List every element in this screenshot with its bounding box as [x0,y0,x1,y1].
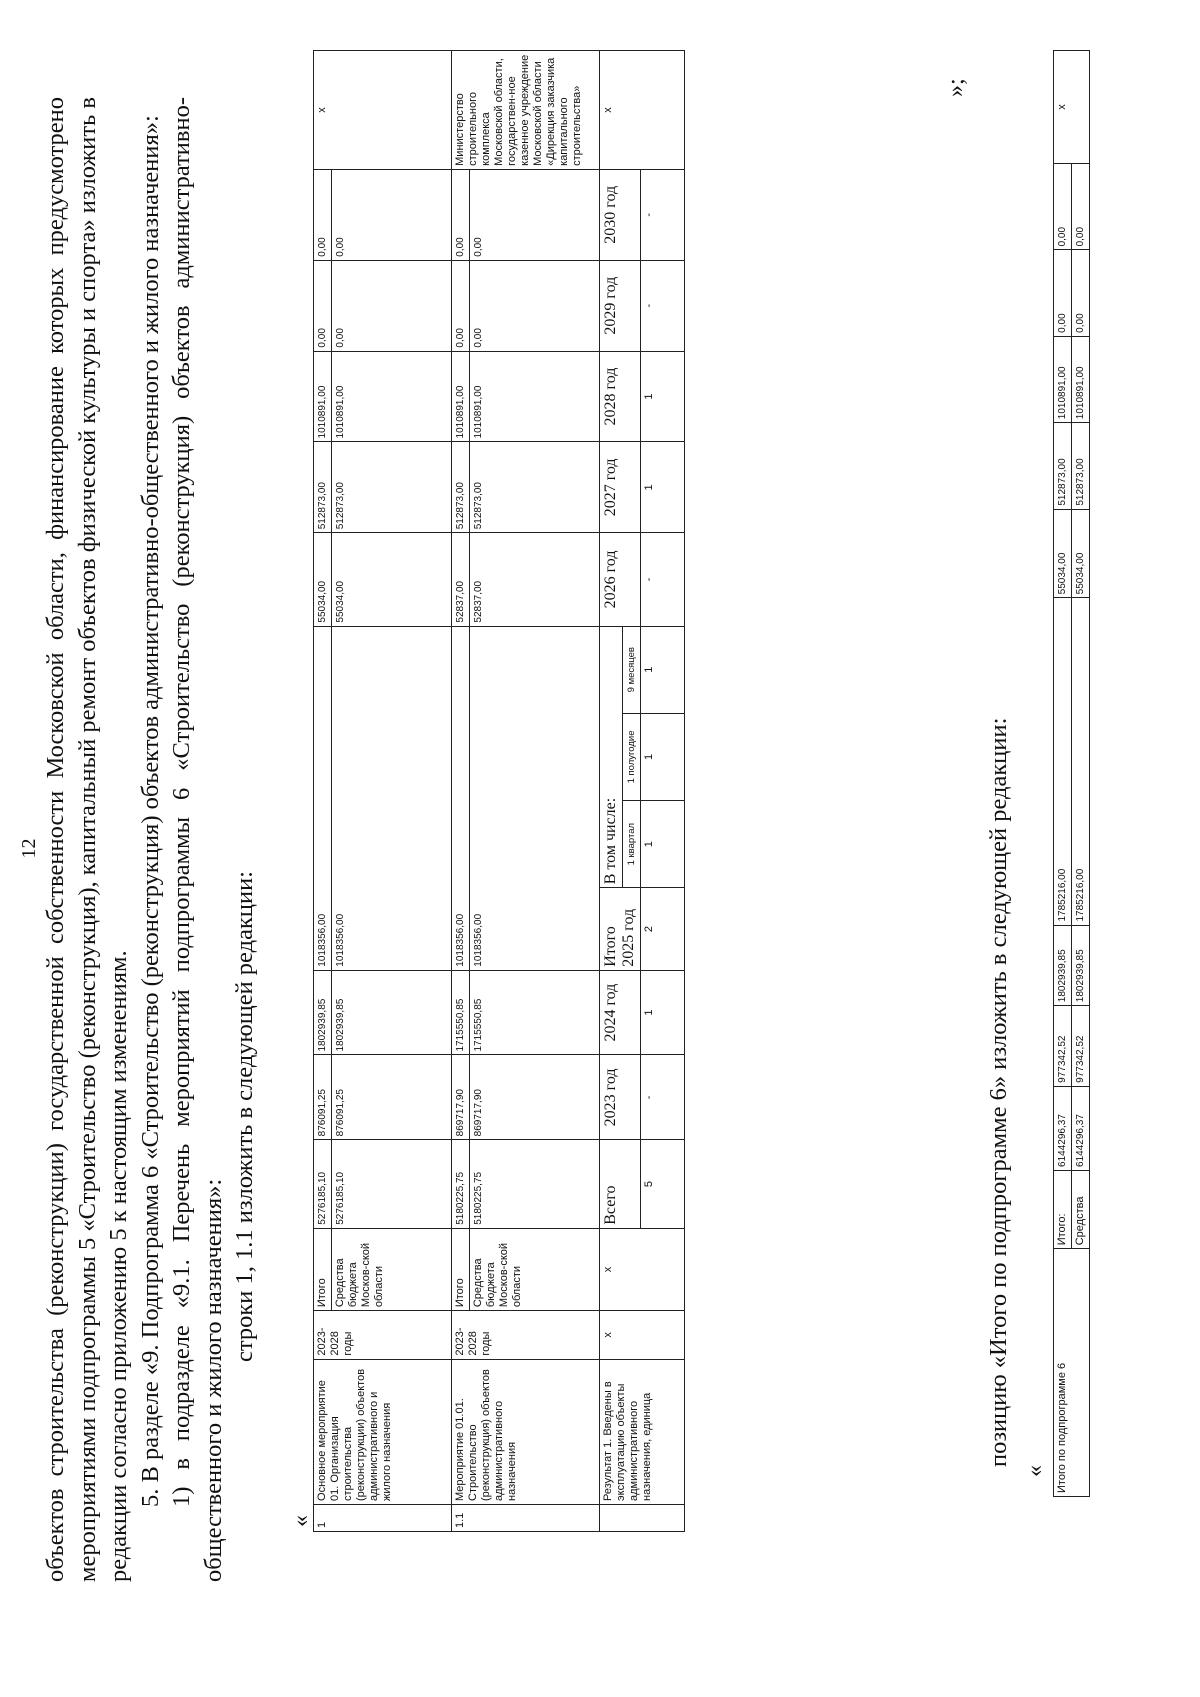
bottom-src-2023: 977342,52 [1072,1006,1090,1087]
result-val-2030: - [641,169,685,260]
row11-total-label: Итого [452,1228,470,1310]
result-num [600,1504,685,1531]
row1-executor: x [314,51,452,170]
row1-total-2029: 0,00 [314,260,332,351]
row11-years: 2023-2028 годы [452,1311,600,1359]
result-val-2026: - [641,533,685,626]
result-head-2027: 2027 год [600,442,641,533]
row1-years: 2023-2028 годы [314,1311,452,1359]
table-row-1-source [332,51,452,1532]
row1-total-2027: 512873,00 [314,442,332,533]
row11-total-2023: 869717,90 [452,1055,470,1140]
result-name: Результат 1. Введены в эксплуатацию объекты административного назначения, единица [600,1359,685,1504]
result-val-total: 5 [641,1140,685,1228]
result-val-2029: - [641,260,685,351]
result-val-2028: 1 [641,351,685,442]
bottom-total-2025: 1785216,00 [1054,598,1072,925]
result-head-2030: 2030 год [600,169,641,260]
bottom-total-2028: 1010891,00 [1054,336,1072,422]
row1-total-2024: 1802939,85 [314,970,332,1055]
result-head-2025: Итого 2025 год [600,888,641,970]
row11-src-2029: 0,00 [470,260,600,351]
row11-src-2028: 1010891,00 [470,351,600,442]
row1-src-2023: 876091,25 [332,1055,452,1140]
result-val-2027: 1 [641,442,685,533]
row1-total-2030: 0,00 [314,169,332,260]
result-val-2023: - [641,1055,685,1140]
row11-source-label: Средства бюджета Москов-ской области [470,1228,600,1310]
row1-total-label: Итого [314,1228,332,1310]
result-head-2029: 2029 год [600,260,641,351]
paragraph-p4: строки 1, 1.1 изложить в следующей редакции: [231,871,258,1362]
paragraph-p3: 1) в подразделе «9.1. Перечень мероприятий подпрограммы 6 «Строительство (реконструкция) объектов административно-общественного и жилого назначения»: [168,97,227,1582]
row1-src-2025: 1018356,00 [332,626,452,970]
paragraph-p2: 5. В разделе «9. Подпрограмма 6 «Строительство (реконструкция) объектов административно-общественного и жилого назначения»: [136,115,164,1507]
result-head-2024: 2024 год [600,970,641,1055]
row11-src-2025: 1018356,00 [470,626,600,970]
row11-total-2025: 1018356,00 [452,626,470,970]
row1-total-2025: 1018356,00 [314,626,332,970]
bottom-total-2024: 1802939,85 [1054,925,1072,1006]
result-head-incl: В том числе: [600,626,623,888]
bottom-total-2030: 0,00 [1054,164,1072,250]
row1-src-2024: 1802939,85 [332,970,452,1055]
row11-src-2027: 512873,00 [470,442,600,533]
result-val-2024: 1 [641,970,685,1055]
row1-src-2027: 512873,00 [332,442,452,533]
result-head-total: Всего [600,1140,641,1228]
row11-total-2024: 1715550,85 [452,970,470,1055]
result-head-q1: 1 квартал [623,801,641,888]
table-row-11-total [452,51,470,1532]
quote-close-1: »; [943,78,969,97]
result-val-q1: 1 [641,801,685,888]
row1-total-2028: 1010891,00 [314,351,332,442]
row11-total-2027: 512873,00 [452,442,470,533]
bottom-total-2027: 512873,00 [1054,423,1072,509]
row11-executor: Министерство строительного комплекса Московской области, государствен-ное казенное учреждение Московской области «Дирекция заказчика капитального строительства» [452,51,600,170]
row1-total-all: 5276185,10 [314,1140,332,1228]
page-number: 12 [18,838,40,859]
result-head-h1: 1 полугодие [623,713,641,800]
row11-src-2030: 0,00 [470,169,600,260]
result-head-2023: 2023 год [600,1055,641,1140]
bottom-src-2027: 512873,00 [1072,423,1090,509]
row1-num: 1 [314,1504,452,1531]
quote-open-1: « [288,1515,314,1527]
row1-src-all: 5276185,10 [332,1140,452,1228]
row11-total-2030: 0,00 [452,169,470,260]
bottom-executor: x [1054,51,1090,164]
bottom-src-all: 6144296,37 [1072,1086,1090,1170]
row11-src-all: 5180225,75 [470,1140,600,1228]
row1-total-2023: 876091,25 [314,1055,332,1140]
paragraph-p1: объектов строительства (реконструкции) государственной собственности Московской области, финансирование которых предусмотрено мероприятиями подпрограммы 5 «Строительство (реконструкция), капитальный ремонт объектов физической культуры и спорта» изложить в редакции согласно приложению 5 к настоящим изменениям. [42,97,132,1582]
result-source: x [600,1228,685,1310]
bottom-src-2028: 1010891,00 [1072,336,1090,422]
row1-src-2030: 0,00 [332,169,452,260]
result-years: x [600,1311,685,1359]
bottom-row-total [1054,51,1072,1497]
row11-name: Мероприятие 01.01. Строительство (реконструкция) объектов административного назначения [452,1359,600,1504]
bottom-total-label: Итого: [1054,1170,1072,1248]
result-head-9m: 9 месяцев [623,626,641,713]
bottom-src-2026: 55034,00 [1072,509,1090,598]
bottom-table [1053,50,1090,1497]
result-header-row [600,51,623,1532]
result-head-2028: 2028 год [600,351,641,442]
paragraph-p5: позицию «Итого по подпрограмме 6» изложить в следующей редакции: [985,717,1012,1467]
row11-total-all: 5180225,75 [452,1140,470,1228]
bottom-total-2026: 55034,00 [1054,509,1072,598]
bottom-src-2030: 0,00 [1072,164,1090,250]
row11-src-2023: 869717,90 [470,1055,600,1140]
bottom-total-2029: 0,00 [1054,250,1072,336]
bottom-src-2024: 1802939,85 [1072,925,1090,1006]
main-table [313,50,685,1532]
bottom-source-label: Средства [1072,1170,1090,1248]
table-row-1-total [314,51,332,1532]
row11-src-2026: 52837,00 [470,533,600,626]
row1-src-2029: 0,00 [332,260,452,351]
result-val-2025: 2 [641,888,685,970]
row11-total-2028: 1010891,00 [452,351,470,442]
bottom-src-2025: 1785216,00 [1072,598,1090,925]
result-val-h1: 1 [641,713,685,800]
row11-total-2026: 52837,00 [452,533,470,626]
result-val-9m: 1 [641,626,685,713]
body-text [40,97,261,1582]
result-head-2026: 2026 год [600,533,641,626]
bottom-total-all: 6144296,37 [1054,1086,1072,1170]
bottom-total-2023: 977342,52 [1054,1006,1072,1087]
bottom-src-2029: 0,00 [1072,250,1090,336]
row1-total-2026: 55034,00 [314,533,332,626]
row1-name: Основное мероприятие 01. Организация строительства (реконструкции) объектов административного и жилого назначения [314,1359,452,1504]
row11-total-2029: 0,00 [452,260,470,351]
table-row-11-source [470,51,600,1532]
row1-source-label: Средства бюджета Москов-ской области [332,1228,452,1310]
result-executor: x [600,51,685,170]
row11-src-2024: 1715550,85 [470,970,600,1055]
row11-num: 1.1 [452,1504,600,1531]
row1-src-2026: 55034,00 [332,533,452,626]
quote-open-2: « [1022,1465,1048,1477]
bottom-name: Итого по подпрограмме 6 [1054,1249,1090,1497]
row1-src-2028: 1010891,00 [332,351,452,442]
